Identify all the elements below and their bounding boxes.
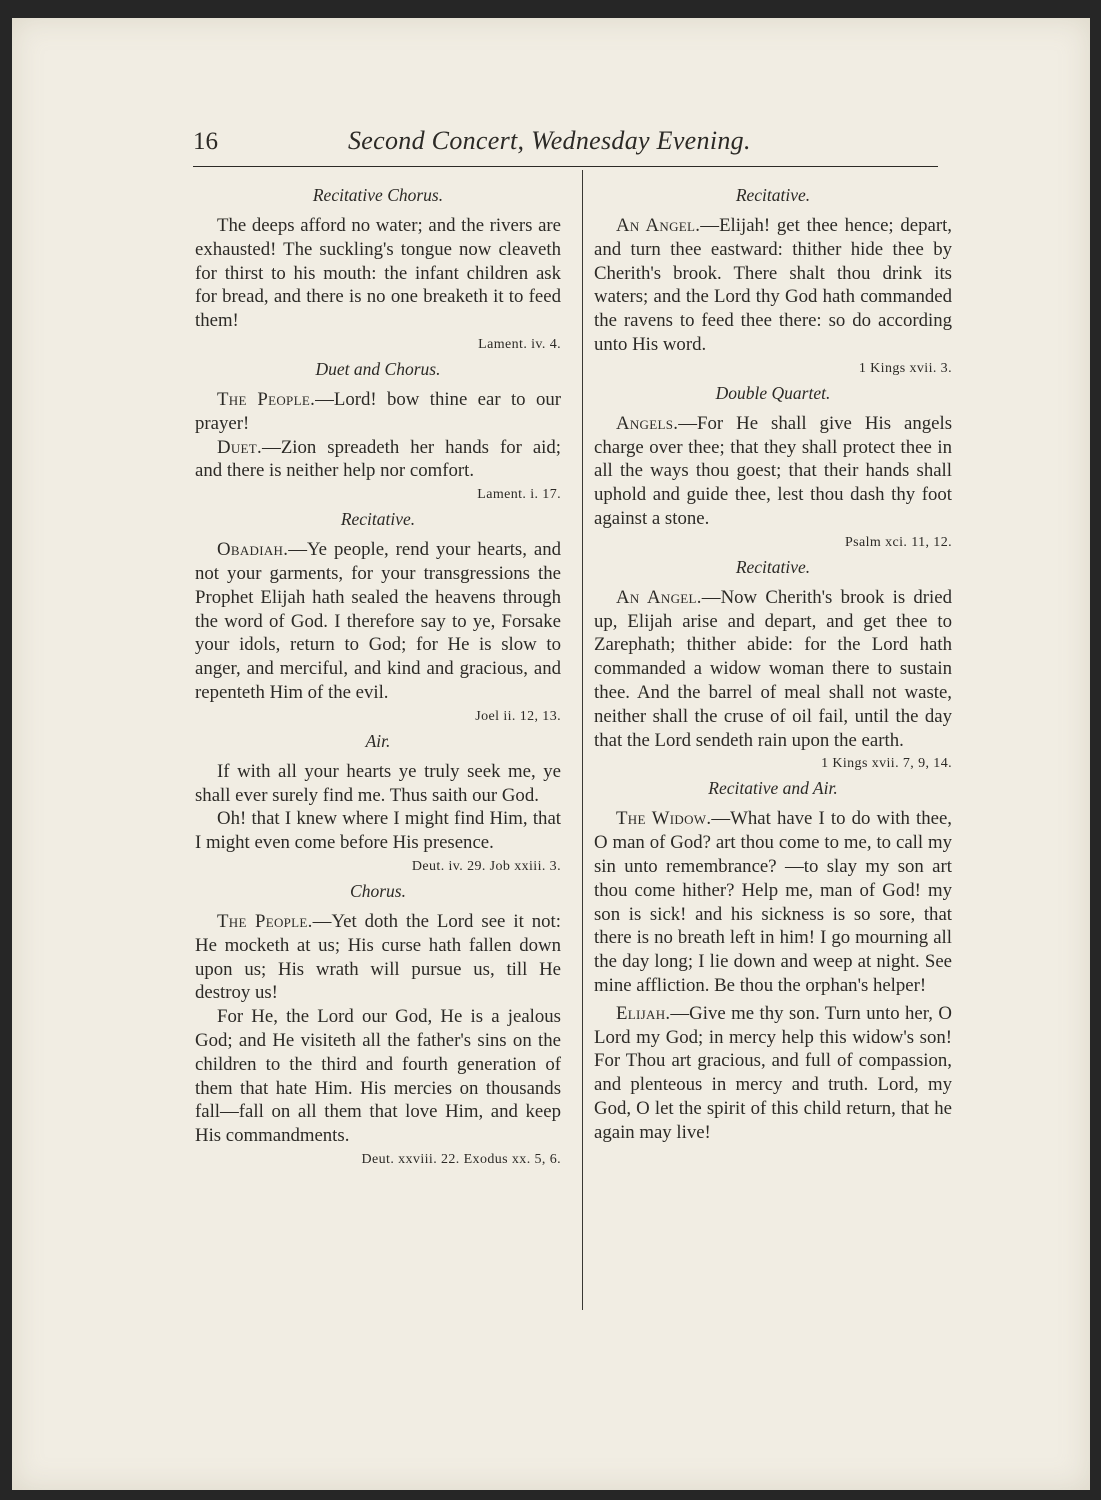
scripture-reference: Lament. iv. 4.	[478, 336, 561, 352]
speaker-name: The People.	[217, 388, 316, 410]
lyric-paragraph: The deeps afford no water; and the rivers are exhausted! The suckling's tongue now cleaveth for thirst to his mouth: the infant children ask for bread, and there is no one breaketh it to feed them!	[195, 215, 561, 332]
running-title: Second Concert, Wednesday Evening.	[348, 126, 751, 155]
lyric-paragraph	[195, 388, 561, 436]
lyric-text: —Ye people, rend your hearts, and not your garments, for your transgressions the Prophet Elijah hath sealed the heavens through the word of God. I therefore say to ye, Forsake your idols, return to God; for He is slow to anger, and merciful, and kind and gracious, and repenteth Him of the evil.	[195, 539, 561, 703]
scripture-reference: 1 Kings xvii. 7, 9, 14.	[821, 756, 952, 772]
scripture-reference: Joel ii. 12, 13.	[475, 708, 561, 724]
lyric-text: —Zion spreadeth her hands for aid; and there is neither help nor comfort.	[195, 436, 561, 482]
scripture-reference: Lament. i. 17.	[477, 487, 561, 503]
speaker-name: Obadiah.	[217, 539, 289, 561]
lyric-paragraph: For He, the Lord our God, He is a jealous God; and He visiteth all the father's sins on the children to the third and fourth generation of them that hate Him. His mercies on thousands fall—fall on all them that love Him, and keep His commandments.	[195, 1006, 561, 1147]
speaker-name: An Angel.	[616, 586, 702, 608]
section-heading: Recitative.	[735, 556, 811, 577]
lyric-paragraph	[594, 214, 952, 357]
section-heading: Double Quartet.	[715, 382, 831, 403]
section-heading: Air.	[365, 730, 391, 751]
lyric-paragraph	[195, 538, 561, 705]
page-header	[193, 126, 938, 167]
right-column	[582, 184, 952, 1145]
lyric-text: —Elijah! get thee hence; depart, and turn thee eastward: thither hide thee by Cherith's brook. There shalt thou drink its waters; and the Lord thy God hath commanded the ravens to feed thee there: so do according unto His word.	[594, 215, 952, 355]
lyric-paragraph	[594, 807, 952, 997]
lyric-text: —For He shall give His angels charge over thee; that they shall protect thee in all the ways thou goest; that their hands shall uphold and guide thee, lest thou dash thy foot against a stone.	[594, 412, 952, 529]
speaker-name: An Angel.	[616, 215, 701, 236]
section-heading: Recitative.	[340, 509, 416, 530]
section-heading: Recitative.	[735, 185, 811, 205]
lyric-text: —What have I to do with thee, O man of God? art thou come to me, to call my sin unto remembrance? —to slay my son art thou come hither? Help me, man of God! my son is sick! and his sickness is so sore, that there is no breath left in him! I go mourning all the day long; I lie down and weep at night. See mine affliction. Be thou the orphan's helper!	[594, 808, 952, 996]
scripture-reference: Deut. xxviii. 22. Exodus xx. 5, 6.	[361, 1151, 561, 1167]
lyric-paragraph	[594, 586, 952, 753]
lyric-text: —Now Cherith's brook is dried up, Elijah arise and depart, and get thee to Zarephath; thither abide: for the Lord hath commanded a widow woman there to sustain thee. And the barrel of meal shall not waste, neither shall the cruse of oil fail, until the day that the Lord sendeth rain upon the earth.	[594, 586, 952, 751]
section-heading: Recitative and Air.	[708, 778, 838, 799]
scripture-reference: Psalm xci. 11, 12.	[844, 534, 952, 550]
speaker-name: Elijah.	[616, 1002, 671, 1024]
lyric-paragraph	[195, 436, 561, 484]
left-column	[195, 184, 561, 1173]
lyric-text: —Lord! bow thine ear to our prayer!	[195, 388, 561, 434]
lyric-paragraph	[594, 412, 952, 531]
speaker-name: The People.	[217, 910, 313, 932]
lyric-paragraph	[195, 910, 561, 1005]
lyric-text: —Yet doth the Lord see it not: He mocketh at us; His curse hath fallen down upon us; His wrath will pursue us, till He destroy us!	[195, 910, 561, 1004]
speaker-name: Angels.	[616, 412, 679, 434]
lyric-paragraph: Oh! that I knew where I might find Him, that I might even come before His presence.	[195, 808, 561, 854]
speaker-name: The Widow.	[616, 808, 712, 830]
lyric-paragraph: If with all your hearts ye truly seek me, ye shall ever surely find me. Thus saith our God.	[195, 760, 561, 806]
section-heading: Duet and Chorus.	[315, 358, 441, 379]
lyric-text: —Give me thy son. Turn unto her, O Lord my God; in mercy help this widow's son! For Thou art gracious, and full of compassion, and plenteous in mercy and truth. Lord, my God, O let the spirit of this child return, that he again may live!	[594, 1002, 952, 1143]
page-number: 16	[193, 128, 218, 155]
speaker-name: Duet.	[217, 436, 263, 458]
section-heading: Recitative Chorus.	[312, 185, 444, 205]
section-heading: Chorus.	[350, 880, 406, 901]
scripture-reference: 1 Kings xvii. 3.	[858, 360, 952, 376]
scripture-reference: Deut. iv. 29. Job xxiii. 3.	[411, 858, 561, 874]
lyric-paragraph	[594, 1002, 952, 1145]
